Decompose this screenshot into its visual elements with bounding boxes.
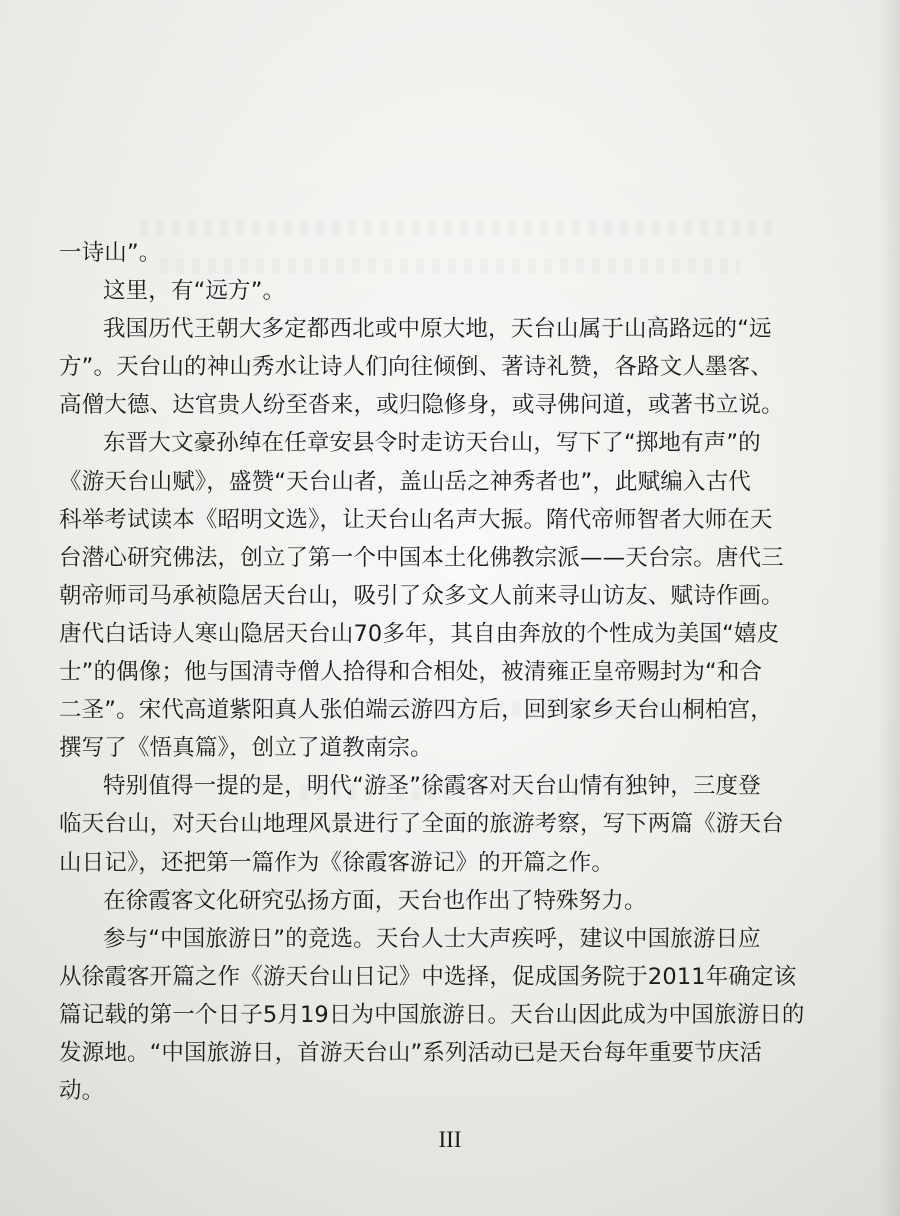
text-line: 临天台山，对天台山地理风景进行了全面的旅游考察，写下两篇《游天台 bbox=[59, 811, 784, 838]
text-line: 山日记》，还把第一篇作为《徐霞客游记》的开篇之作。 bbox=[59, 849, 615, 876]
text-line: 特别值得一提的是，明代“游圣”徐霞客对天台山情有独钟，三度登 bbox=[103, 773, 761, 800]
text-line: 高僧大德、达官贵人纷至沓来，或归隐修身，或寻佛问道，或著书立说。 bbox=[59, 392, 784, 419]
text-line: 动。 bbox=[59, 1078, 105, 1105]
text-line: 参与“中国旅游日”的竞选。天台人士大声疾呼，建议中国旅游日应 bbox=[103, 925, 761, 952]
text-line: 从徐霞客开篇之作《游天台山日记》中选择，促成国务院于2011年确定该 bbox=[59, 963, 797, 990]
text-line: 我国历代王朝大多定都西北或中原大地，天台山属于山高路远的“远 bbox=[103, 316, 772, 343]
text-line: 科举考试读本《昭明文选》，让天台山名声大振。隋代帝师智者大师在天 bbox=[59, 506, 773, 533]
text-line: 《游天台山赋》，盛赞“天台山者，盖山岳之神秀者也”，此赋编入古代 bbox=[59, 468, 751, 495]
text-line: 士”的偶像；他与国清寺僧人拾得和合相处，被清雍正皇帝赐封为“和合 bbox=[59, 659, 763, 686]
text-line: 东晋大文豪孙绰在任章安县令时走访天台山，写下了“掷地有声”的 bbox=[103, 430, 761, 457]
text-line: 方”。天台山的神山秀水让诗人们向往倾倒、著诗礼赞，各路文人墨客、 bbox=[59, 354, 773, 381]
text-line: 篇记载的第一个日子5月19日为中国旅游日。天台山因此成为中国旅游日的 bbox=[59, 1001, 805, 1028]
page-number: III bbox=[438, 1127, 462, 1152]
text-line: 二圣”。宋代高道紫阳真人张伯端云游四方后，回到家乡天台山桐柏宫， bbox=[59, 697, 773, 724]
body-text bbox=[59, 234, 839, 1110]
text-line: 撰写了《悟真篇》，创立了道教南宗。 bbox=[59, 735, 433, 762]
text-line: 唐代白话诗人寒山隐居天台山70多年，其自由奔放的个性成为美国“嬉皮 bbox=[59, 620, 780, 647]
text-line: 在徐霞客文化研究弘扬方面，天台也作出了特殊努力。 bbox=[103, 887, 647, 914]
text-line: 发源地。“中国旅游日，首游天台山”系列活动已是天台每年重要节庆活 bbox=[59, 1039, 763, 1066]
text-line: 朝帝师司马承祯隐居天台山，吸引了众多文人前来寻山访友、赋诗作画。 bbox=[59, 582, 784, 609]
text-line: 这里，有“远方”。 bbox=[103, 278, 286, 305]
text-line: 台潜心研究佛法，创立了第一个中国本土化佛教宗派——天台宗。唐代三 bbox=[59, 544, 784, 571]
text-line: 一诗山”。 bbox=[59, 240, 162, 266]
